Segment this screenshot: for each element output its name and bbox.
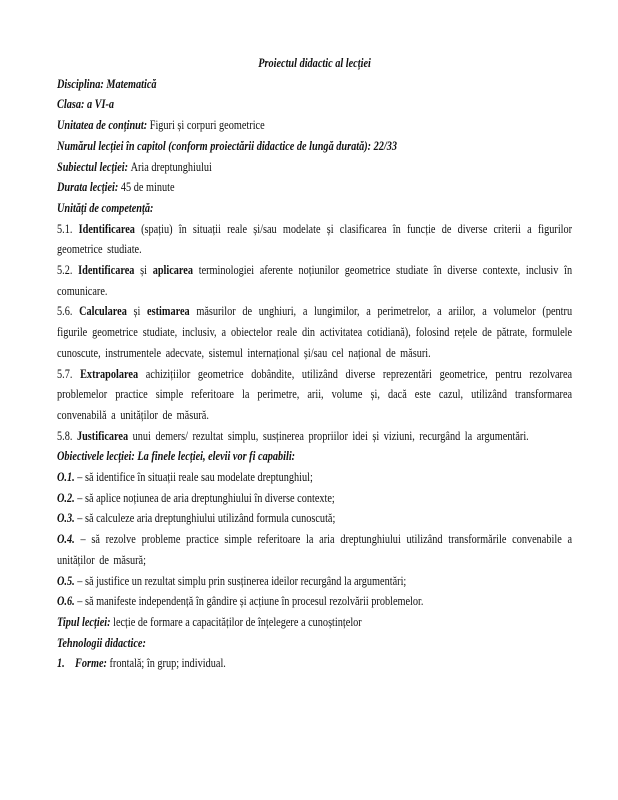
document-title: Proiectul didactic al lecției (258, 55, 371, 70)
list-item-forme (57, 653, 572, 674)
text-run: Unitatea de conținut: (57, 117, 150, 133)
text-run: Identificarea (78, 220, 135, 236)
meta-durata-lectiei (57, 177, 572, 198)
text-run: Unități de competență: (57, 199, 154, 215)
competency-5-6 (57, 301, 572, 363)
text-run: terminologiei aferente noțiunilor geometrice studiate în diverse contexte, inclusiv în comunicare. (57, 262, 573, 298)
text-run: O.1. (57, 469, 75, 485)
text-run: Numărul lecției în capitol (conform proiectării didactice de lungă durată): 22/33 (57, 137, 398, 153)
text-run: Subiectul lecției: (57, 158, 131, 174)
meta-disciplina (57, 74, 572, 95)
text-run: (spațiu) în situații reale și/sau modelate și clasificarea în funcție de diverse criterii a figurilor geometrice studiate. (57, 220, 573, 257)
text-run: Forme: (74, 655, 107, 671)
text-run: Aria dreptunghiului (130, 158, 212, 174)
text-run: Disciplina: Matematică (57, 75, 157, 91)
competency-5-1 (57, 219, 572, 260)
text-run: 1. (57, 655, 65, 671)
text-run: – să rezolve probleme practice simple referitoare la aria dreptunghiului utilizând transformările convenabile a unităților de măsură; (57, 531, 573, 567)
text-run: frontală; în grup; individual. (106, 655, 226, 671)
meta-tipul-lectiei (57, 612, 572, 633)
text-run: Durata lecției: (57, 179, 121, 195)
text-run: estimarea (147, 303, 190, 319)
text-run: 45 de minute (120, 179, 175, 195)
meta-clasa (57, 94, 572, 115)
text-run: măsurilor de unghiuri, a lungimilor, a perimetrelor, a ariilor, a volumelor (pentru figurile geometrice studiate, inclusiv, a obiectelor reale din activitatea cotidiană), folosind rețele de pătrate, formulele cunoscute, instrumentele adecvate, sistemul internațional și/sau cel național de măsuri. (57, 303, 573, 360)
text-run: – să justifice un rezultat simplu prin susținerea ideilor recurgând la argumentări; (74, 572, 407, 588)
text-run: Tipul lecției: (57, 613, 114, 629)
text-run: Figuri și corpuri geometrice (149, 117, 265, 133)
competency-5-2 (57, 260, 572, 301)
text-run: – să identifice în situații reale sau modelate dreptunghiul; (74, 469, 313, 485)
text-run: Calcularea (79, 303, 127, 319)
text-run: O.4. (57, 531, 75, 547)
objective-o5 (57, 571, 572, 592)
text-run: Identificarea (78, 262, 135, 278)
text-run: unui demers/ rezultat simplu, susținerea propriilor idei și viziuni, recurgând la argumentări. (128, 427, 529, 443)
text-run: 5.1. (57, 220, 79, 236)
text-run: 5.7. (57, 365, 81, 381)
text-run: și (134, 262, 153, 278)
text-run: lecție de formare a capacităților de înțelegere a cunoștințelor (113, 613, 362, 629)
objective-o3 (57, 508, 572, 529)
meta-numarul-lectiei (57, 136, 572, 157)
text-run: – să aplice noțiunea de aria dreptunghiului în diverse contexte; (74, 489, 335, 505)
meta-subiectul-lectiei (57, 157, 572, 178)
heading-tehnologii-didactice (57, 633, 572, 654)
competency-5-8 (57, 426, 572, 447)
text-run: Tehnologii didactice: (57, 634, 146, 650)
text-run: O.3. (57, 510, 75, 526)
text-run: și (126, 303, 148, 319)
document-content (57, 53, 572, 674)
text-run: O.2. (57, 489, 75, 505)
competency-5-7 (57, 364, 572, 426)
text-run: Clasa: a VI-a (57, 96, 115, 112)
text-run: 5.8. (57, 427, 77, 443)
text-run: O.6. (57, 593, 75, 609)
meta-unitatea-de-continut (57, 115, 572, 136)
document-body (57, 74, 572, 674)
text-run: Justificarea (76, 427, 129, 443)
text-run: O.5. (57, 572, 75, 588)
text-run: – să manifeste independență în gândire și acțiune în procesul rezolvării problemelor. (74, 593, 424, 609)
heading-obiectivele-lectiei (57, 446, 572, 467)
objective-o2 (57, 488, 572, 509)
objective-o4 (57, 529, 572, 570)
text-run: aplicarea (152, 262, 194, 278)
objective-o6 (57, 591, 572, 612)
heading-unitati-de-competenta (57, 198, 572, 219)
text-run: – să calculeze aria dreptunghiului utilizând formula cunoscută; (74, 510, 336, 526)
text-run: 5.2. (57, 262, 79, 278)
text-run: 5.6. (57, 303, 80, 319)
text-run: achizițiilor geometrice dobândite, utilizând diverse reprezentări geometrice, pentru rezolvarea problemelor practice simple referitoare la perimetre, arii, volume și, dacă este cazul, utilizând transformarea convenabilă a unităților de măsură. (57, 365, 573, 422)
objective-o1 (57, 467, 572, 488)
text-run: Extrapolarea (80, 365, 139, 381)
text-run: Obiectivele lecției: La finele lecției, elevii vor fi capabili: (57, 448, 296, 464)
